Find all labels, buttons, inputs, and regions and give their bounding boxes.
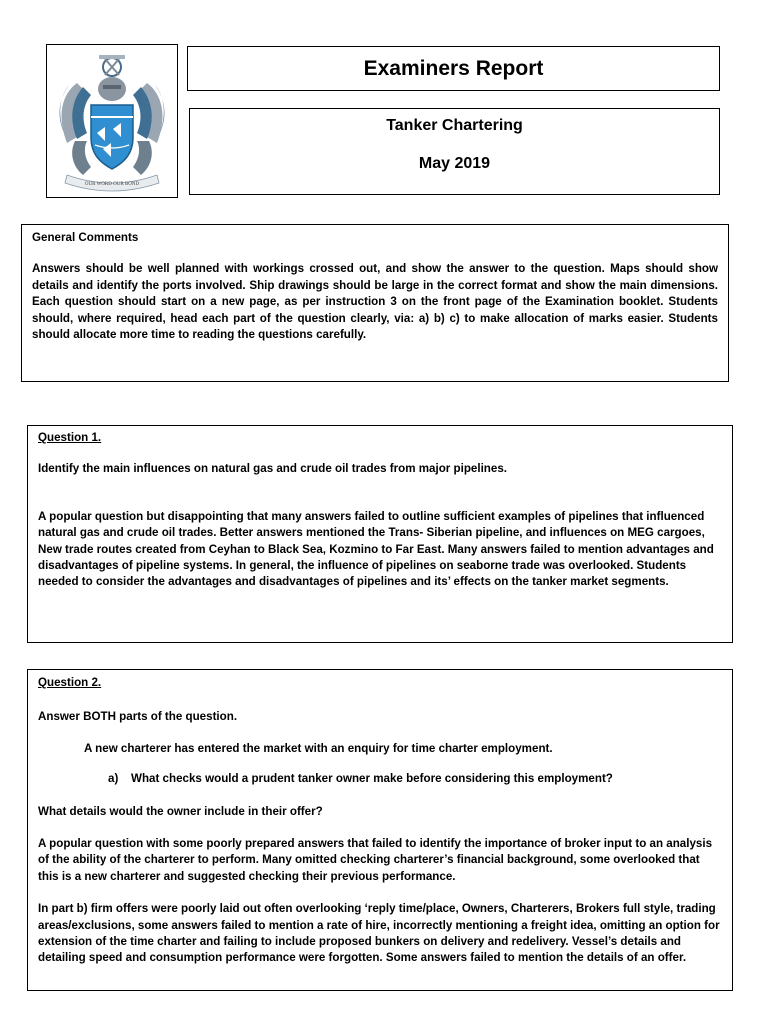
subject-date-box [189,108,720,195]
question-1-section [27,425,733,643]
question-1-comment: A popular question but disappointing that many answers failed to outline sufficient examples of pipelines that influenced natural gas and crude oil trades. Better answers mentioned the Trans- Siberian pipeline, and influences on MEG cargoes, New trade routes created from Ceyhan to Black Sea, Kozmino to Far East. Many answers failed to mention advantages and disadvantages of pipeline systems. In general, the influence of pipelines on seaborne trade was overlooked. Students needed to consider the advantages and disadvantages of pipelines and its’ effects on the tanker market segments. [38,509,714,589]
report-title-box [187,46,720,91]
exam-date: May 2019 [418,155,491,172]
question-2-part-a [38,771,722,787]
question-2-scenario: A new charterer has entered the market with an enquiry for time charter employment. [84,741,553,755]
coat-of-arms-logo [47,45,177,197]
question-2-part-b: What details would the owner include in their offer? [38,804,323,818]
subject-title: Tanker Chartering [386,117,523,134]
general-comments-body: Answers should be well planned with workings crossed out, and show the answer to the question. Maps should show details and identify the ports involved. Ship drawings should be large in the correct format and show the main dimensions. Each question should start on a new page, as per instruction 3 on the front page of the Examination booklet. Students should, where required, head each part of the question clearly, via: a) b) c) to make allocation of marks easier. Students should allocate more time to reading the questions carefully. [32,262,718,342]
question-2-section [27,669,733,991]
part-a-label: a) [108,772,119,786]
question-2-heading: Question 2. [38,676,102,689]
question-2-instruction: Answer BOTH parts of the question. [38,710,238,724]
part-a-text: What checks would a prudent tanker owner make before considering this employment? [131,772,613,786]
page-title: Examiners Report [363,57,544,80]
question-1-prompt: Identify the main influences on natural gas and crude oil trades from major pipelines. [38,462,507,476]
general-comments-heading: General Comments [32,231,139,244]
svg-text:OUR WORD OUR BOND: OUR WORD OUR BOND [84,182,140,187]
question-2-comment-1: A popular question with some poorly prepared answers that failed to identify the importance of broker input to an analysis of the ability of the charterer to perform. Many omitted checking charterer’s financial background, some overlooked that this is a new charterer and suggested checking their previous performance. [38,837,713,883]
crest-frame [46,44,178,198]
question-1-heading: Question 1. [38,431,102,444]
question-2-comment-2: In part b) firm offers were poorly laid out often overlooking ‘reply time/place, Owners, Charterers, Brokers full style, trading areas/exclusions, some answers failed to mention a rate of hire, incorrectly mentioning a freight idea, omitting an option for extension of the time charter and failing to include proposed bunkers on delivery and redelivery. Vessel’s details and detailing speed and consumption performance were forgotten. Some answers failed to mention the details of an offer. [38,902,720,965]
general-comments-section [21,224,729,382]
